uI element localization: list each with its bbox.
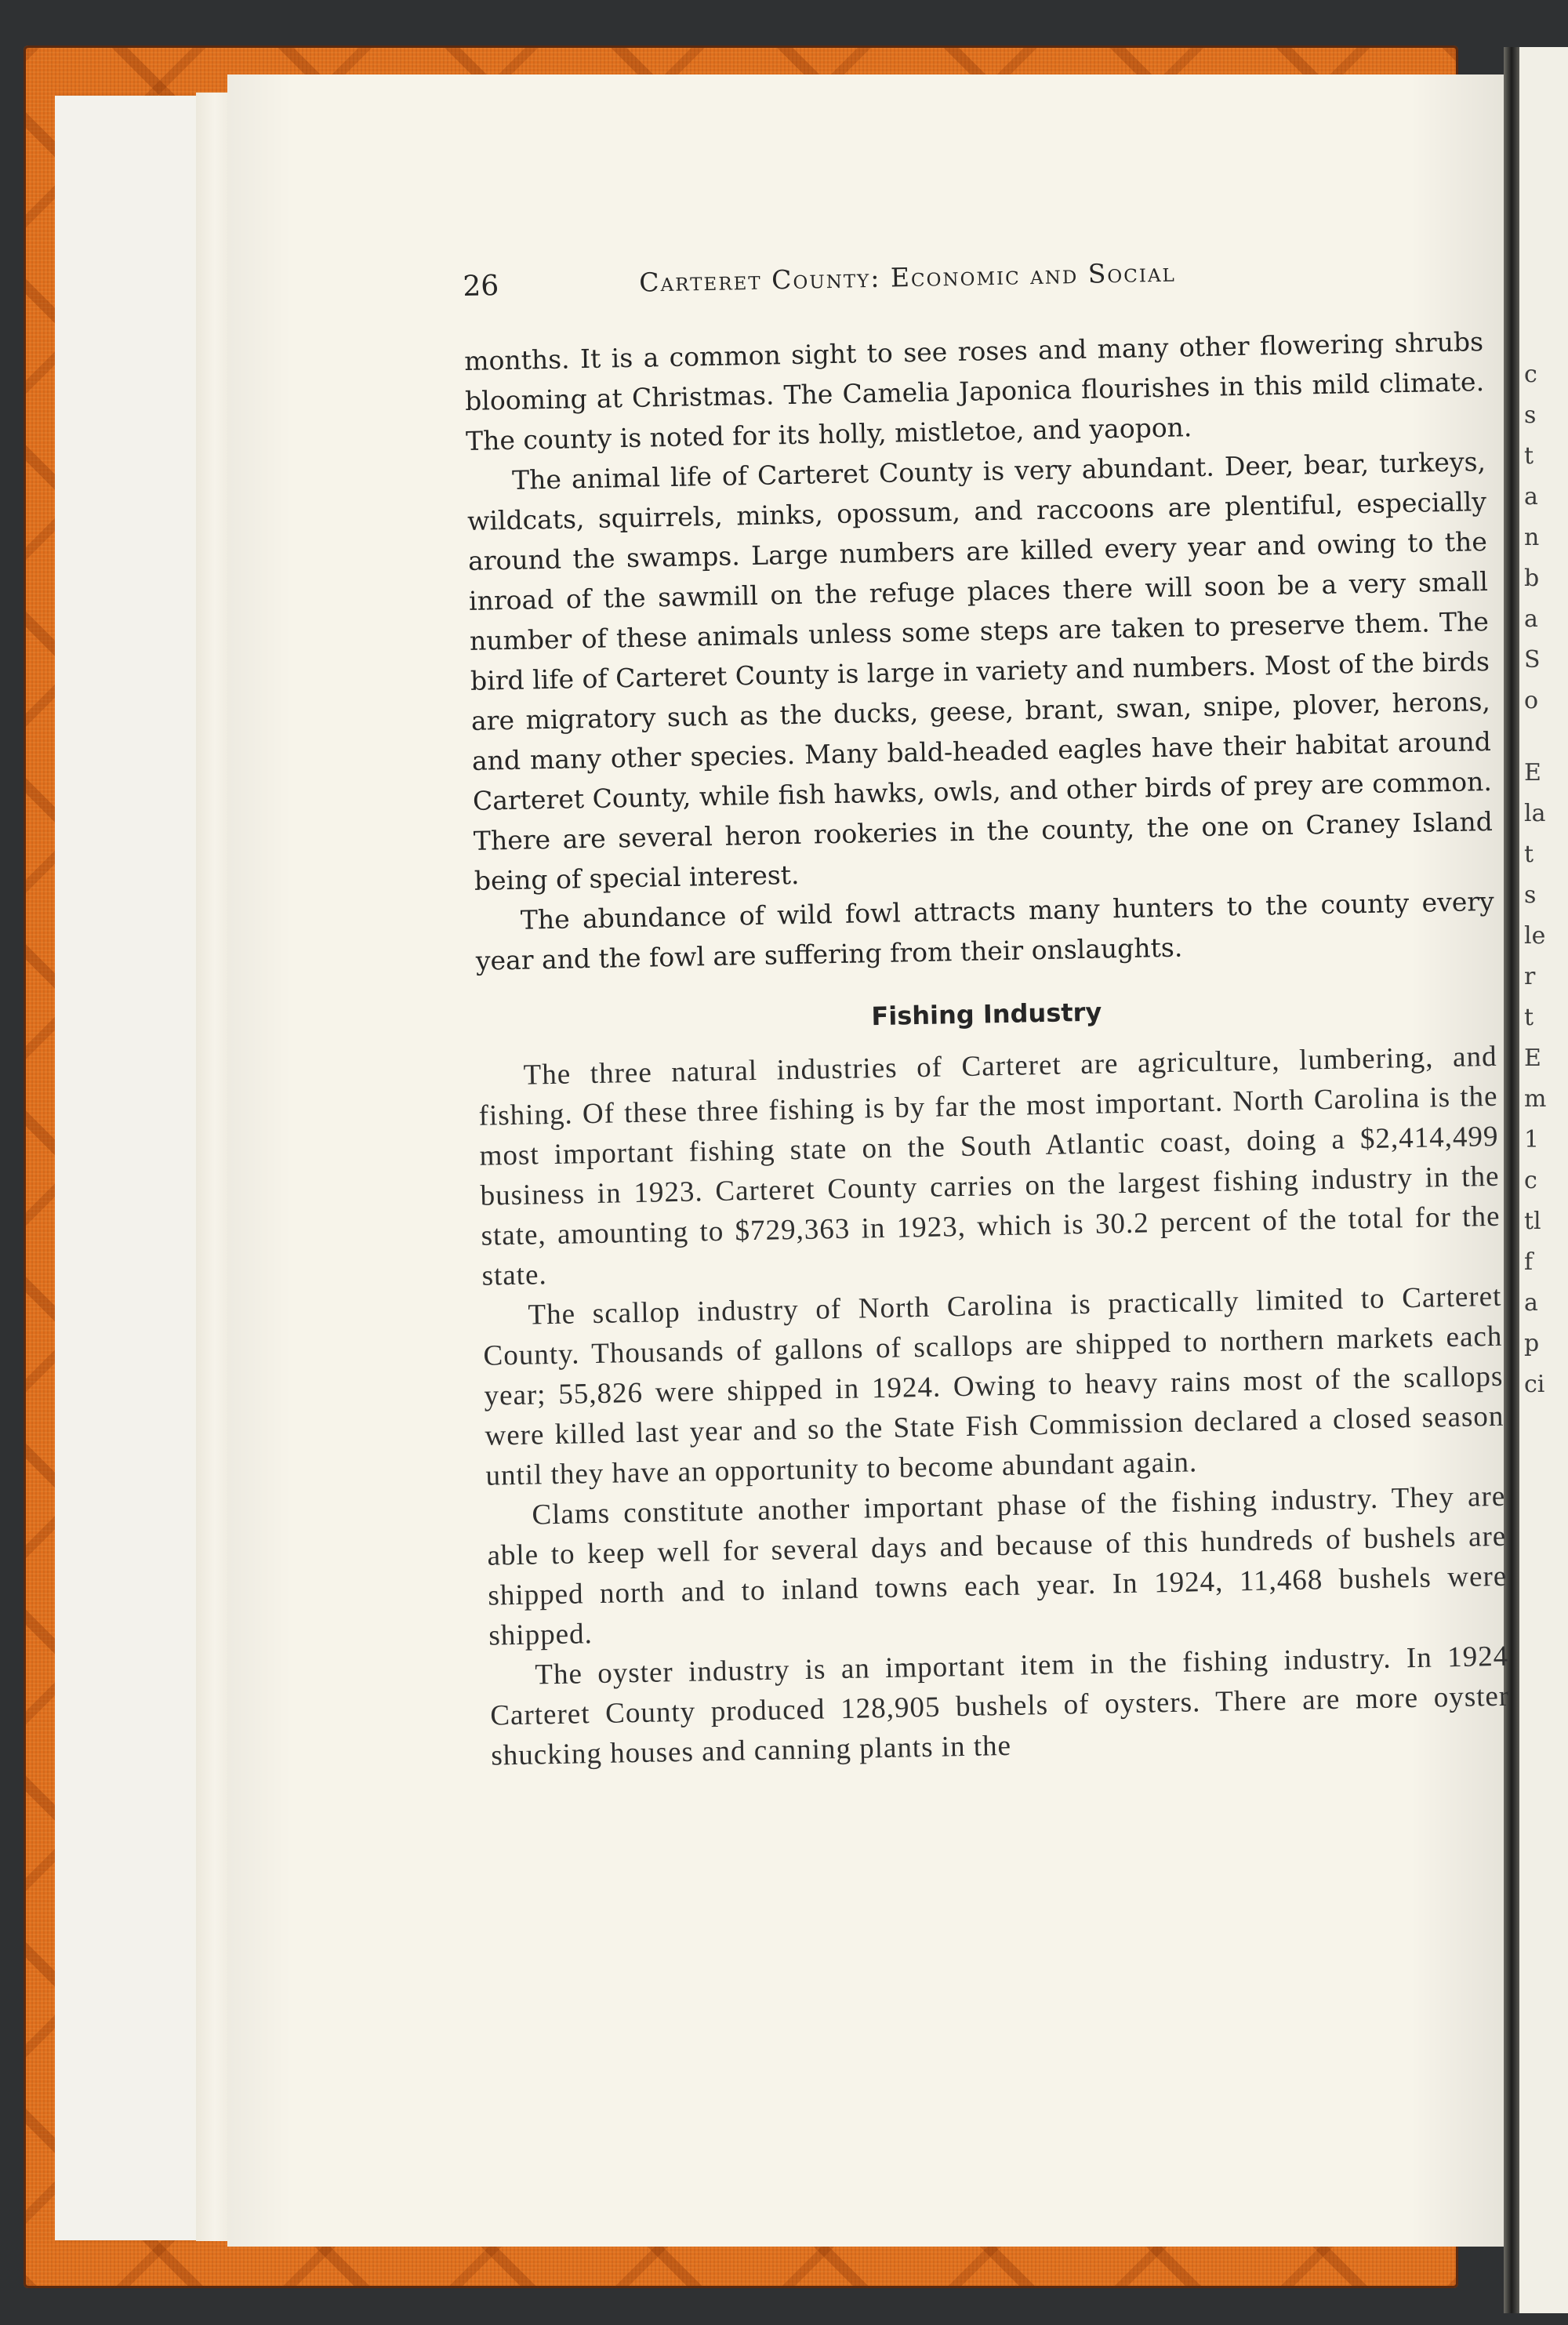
next-page-fragment: f xyxy=(1524,1248,1534,1276)
next-page-fragment: a xyxy=(1524,605,1538,633)
next-page-fragment: tl xyxy=(1524,1208,1541,1235)
next-page-fragment: s xyxy=(1524,881,1537,909)
next-page-fragment: r xyxy=(1524,963,1536,990)
next-page-fragment: m xyxy=(1524,1085,1547,1113)
paragraph: months. It is a common sight to see roses and many other flowering shrubs blooming at Christmas. The Camelia Japonica flourishes in this mild climate. The county is noted for its holly, mistletoe, and yaopon. xyxy=(463,326,1485,456)
page-text-block xyxy=(463,251,1511,1776)
paragraph: Clams constitute another important phase of the fishing industry. They are able to keep well for several days and because of this hundreds of bushels are shipped north and to inland towns each year. In 1924, 11,468 bushels were shipped. xyxy=(487,1480,1508,1652)
page-number: 26 xyxy=(463,270,499,303)
next-page-fragment: n xyxy=(1524,524,1540,551)
next-page-fragment: s xyxy=(1524,401,1537,429)
paragraph: The scallop industry of North Carolina is practically limited to Carteret County. Thousands of gallons of scallops are shipped to northern markets each year; 55,826 were shipped in 1924. Owing to heavy rains most of the scallops were killed last year and so the State Fish Commission declared a closed season until they have an opportunity to become abundant again. xyxy=(483,1280,1504,1492)
book-gutter xyxy=(1504,47,1519,2313)
next-page-fragment: c xyxy=(1524,1167,1537,1194)
next-page-fragment: a xyxy=(1524,483,1538,510)
body-text-fishing xyxy=(477,1037,1510,1776)
next-page-fragment: ci xyxy=(1524,1371,1545,1398)
next-page-fragment: E xyxy=(1524,759,1541,787)
next-page-fragment: t xyxy=(1524,1004,1534,1031)
next-page-fragment: c xyxy=(1524,361,1537,388)
running-title: Carteret County: Economic and Social xyxy=(638,256,1177,298)
next-page-fragment: o xyxy=(1524,687,1539,714)
next-page-fragment: p xyxy=(1524,1330,1540,1357)
section-heading: Fishing Industry xyxy=(871,997,1102,1032)
next-page-fragment: t xyxy=(1524,841,1534,868)
next-page-fragment: le xyxy=(1524,922,1546,950)
paragraph: The animal life of Carteret County is very abundant. Deer, bear, turkeys, wildcats, squirrels, minks, opossum, and raccoons are plentiful, especially around the swamps. Large numbers are killed every year and owing to the inroad of the sawmill on the refuge places there will soon be a very small number of these animals unless some steps are taken to preserve them. The bird life of Carteret County is large in variety and numbers. Most of the birds are migratory such as the ducks, geese, brant, swan, snipe, plover, herons, and many other species. Many bald-headed eagles have their habitat around Carteret County, while fish hawks, owls, and other birds of prey are common. There are several heron rookeries in the county, the one on Craney Island being of special interest. xyxy=(466,445,1494,896)
next-page-fragment: b xyxy=(1524,565,1540,592)
endpaper xyxy=(55,96,212,2240)
paragraph: The three natural industries of Carteret are agriculture, lumbering, and fishing. Of these three fishing is by far the most important. North Carolina is the most important fishing state on the South Atlantic coast, doing a $2,414,499 business in 1923. Carteret County carries on the largest fishing industry in the state, amounting to $729,363 in 1923, which is 30.2 percent of the total for the state. xyxy=(478,1040,1501,1292)
body-text-top xyxy=(464,322,1495,981)
next-page-fragment: a xyxy=(1524,1289,1538,1317)
next-page-fragment: S xyxy=(1524,646,1541,674)
next-page-fragment: la xyxy=(1524,800,1546,827)
paragraph: The oyster industry is an important item in the fishing industry. In 1924 Carteret County produced 128,905 bushels of oysters. There are more oyster shucking houses and canning plants in the xyxy=(489,1640,1510,1772)
next-page-fragment: t xyxy=(1524,442,1534,470)
next-page-fragment: 1 xyxy=(1524,1126,1540,1153)
next-page-fragment: E xyxy=(1524,1044,1541,1072)
paragraph: The abundance of wild fowl attracts many hunters to the county every year and the fowl are suffering from their onslaughts. xyxy=(475,885,1495,976)
next-page-edge xyxy=(1519,47,1568,2313)
